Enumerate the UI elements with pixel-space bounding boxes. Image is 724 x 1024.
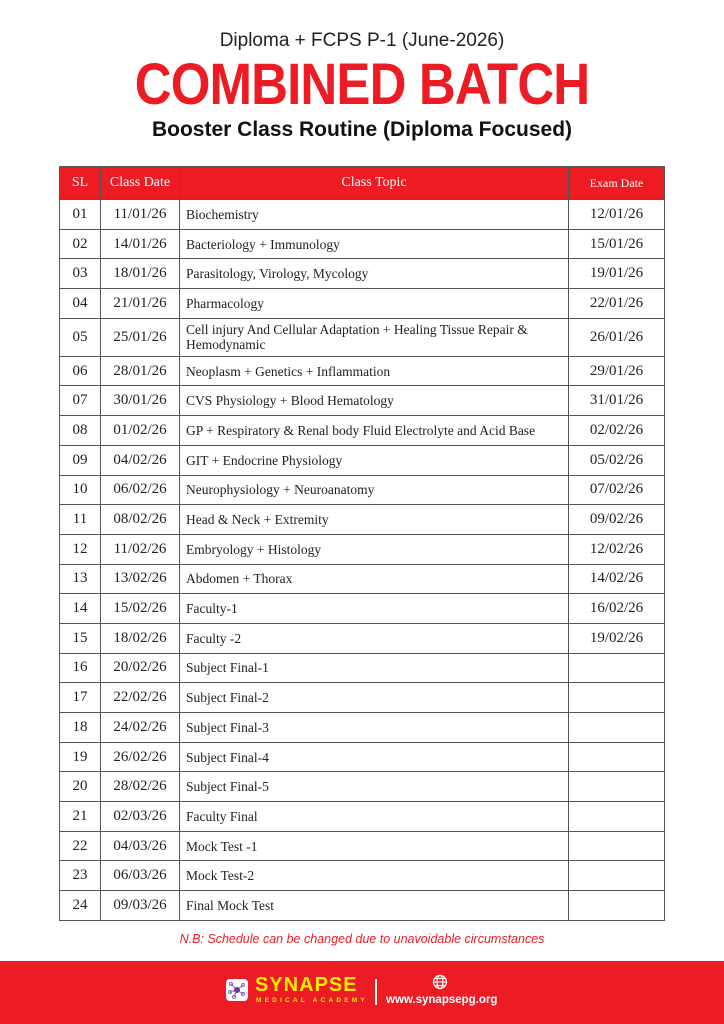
table-row xyxy=(60,475,665,505)
table-row xyxy=(60,713,665,743)
table-body xyxy=(60,200,665,921)
page-title: COMBINED BATCH xyxy=(134,52,590,117)
row-class-date: 28/01/26 xyxy=(101,356,180,386)
row-sl: 17 xyxy=(60,683,101,713)
row-exam-date: 26/01/26 xyxy=(569,318,665,356)
row-exam-date xyxy=(569,861,665,891)
row-exam-date xyxy=(569,831,665,861)
row-class-topic: Neoplasm + Genetics + Inflammation xyxy=(180,356,569,386)
row-exam-date xyxy=(569,713,665,743)
row-class-topic: Neurophysiology + Neuroanatomy xyxy=(180,475,569,505)
row-sl: 02 xyxy=(60,229,101,259)
row-sl: 06 xyxy=(60,356,101,386)
row-class-date: 06/02/26 xyxy=(101,475,180,505)
row-exam-date: 07/02/26 xyxy=(569,475,665,505)
column-header-class-topic: Class Topic xyxy=(180,167,569,200)
table-row xyxy=(60,259,665,289)
table-row xyxy=(60,445,665,475)
row-class-date: 04/03/26 xyxy=(101,831,180,861)
row-class-topic: Abdomen + Thorax xyxy=(180,564,569,594)
footer-divider xyxy=(375,979,377,1005)
row-class-topic: Pharmacology xyxy=(180,289,569,319)
row-exam-date: 16/02/26 xyxy=(569,594,665,624)
row-class-topic: Biochemistry xyxy=(180,200,569,230)
row-exam-date: 15/01/26 xyxy=(569,229,665,259)
row-class-topic: Subject Final-2 xyxy=(180,683,569,713)
website-link[interactable]: www.synapsepg.org xyxy=(386,994,498,1006)
table-row xyxy=(60,229,665,259)
row-class-topic: Mock Test -1 xyxy=(180,831,569,861)
row-class-date: 13/02/26 xyxy=(101,564,180,594)
table-row xyxy=(60,200,665,230)
row-class-date: 01/02/26 xyxy=(101,416,180,446)
row-class-date: 18/01/26 xyxy=(101,259,180,289)
table-row xyxy=(60,318,665,356)
row-exam-date: 19/01/26 xyxy=(569,259,665,289)
row-exam-date xyxy=(569,802,665,832)
row-class-date: 25/01/26 xyxy=(101,318,180,356)
column-header-class-date: Class Date xyxy=(101,167,180,200)
row-sl: 09 xyxy=(60,445,101,475)
table-header-row xyxy=(60,167,665,200)
table-row xyxy=(60,742,665,772)
row-class-date: 11/01/26 xyxy=(101,200,180,230)
row-sl: 14 xyxy=(60,594,101,624)
table-row xyxy=(60,416,665,446)
row-class-date: 06/03/26 xyxy=(101,861,180,891)
row-class-date: 22/02/26 xyxy=(101,683,180,713)
table-row xyxy=(60,831,665,861)
column-header-sl: SL xyxy=(60,167,101,200)
table-row xyxy=(60,594,665,624)
row-sl: 05 xyxy=(60,318,101,356)
row-sl: 23 xyxy=(60,861,101,891)
table-row xyxy=(60,653,665,683)
row-class-topic: Subject Final-3 xyxy=(180,713,569,743)
table-row xyxy=(60,356,665,386)
row-exam-date: 02/02/26 xyxy=(569,416,665,446)
row-exam-date xyxy=(569,742,665,772)
schedule-note: N.B: Schedule can be changed due to unavoidable circumstances xyxy=(179,932,545,946)
row-sl: 19 xyxy=(60,742,101,772)
row-class-date: 28/02/26 xyxy=(101,772,180,802)
table-row xyxy=(60,289,665,319)
globe-icon xyxy=(432,974,448,990)
table-row xyxy=(60,891,665,921)
row-class-topic: CVS Physiology + Blood Hematology xyxy=(180,386,569,416)
table-row xyxy=(60,683,665,713)
row-exam-date xyxy=(569,683,665,713)
brand-name: SYNAPSE xyxy=(255,974,358,996)
row-exam-date: 29/01/26 xyxy=(569,356,665,386)
row-exam-date: 12/02/26 xyxy=(569,534,665,564)
class-routine-table xyxy=(59,166,665,921)
row-sl: 13 xyxy=(60,564,101,594)
row-class-topic: Parasitology, Virology, Mycology xyxy=(180,259,569,289)
row-sl: 03 xyxy=(60,259,101,289)
row-class-topic: GIT + Endocrine Physiology xyxy=(180,445,569,475)
row-sl: 20 xyxy=(60,772,101,802)
table-row xyxy=(60,505,665,535)
row-sl: 11 xyxy=(60,505,101,535)
row-exam-date xyxy=(569,772,665,802)
routine-heading: Booster Class Routine (Diploma Focused) xyxy=(151,118,573,141)
row-class-date: 09/03/26 xyxy=(101,891,180,921)
row-class-topic: Faculty-1 xyxy=(180,594,569,624)
row-class-date: 26/02/26 xyxy=(101,742,180,772)
row-sl: 18 xyxy=(60,713,101,743)
row-exam-date: 12/01/26 xyxy=(569,200,665,230)
row-class-date: 08/02/26 xyxy=(101,505,180,535)
row-class-date: 20/02/26 xyxy=(101,653,180,683)
row-class-topic: Faculty Final xyxy=(180,802,569,832)
table-row xyxy=(60,623,665,653)
row-exam-date: 14/02/26 xyxy=(569,564,665,594)
row-class-topic: Subject Final-5 xyxy=(180,772,569,802)
row-class-date: 24/02/26 xyxy=(101,713,180,743)
row-sl: 16 xyxy=(60,653,101,683)
table-row xyxy=(60,534,665,564)
row-class-topic: Head & Neck + Extremity xyxy=(180,505,569,535)
row-sl: 10 xyxy=(60,475,101,505)
row-sl: 22 xyxy=(60,831,101,861)
row-class-topic: Embryology + Histology xyxy=(180,534,569,564)
row-class-topic: GP + Respiratory & Renal body Fluid Electrolyte and Acid Base xyxy=(180,416,569,446)
row-class-topic: Faculty -2 xyxy=(180,623,569,653)
footer-bar xyxy=(0,961,724,1024)
row-class-date: 11/02/26 xyxy=(101,534,180,564)
row-sl: 01 xyxy=(60,200,101,230)
table-row xyxy=(60,772,665,802)
row-exam-date: 19/02/26 xyxy=(569,623,665,653)
row-exam-date: 31/01/26 xyxy=(569,386,665,416)
column-header-exam-date: Exam Date xyxy=(569,167,665,200)
row-sl: 21 xyxy=(60,802,101,832)
row-class-date: 04/02/26 xyxy=(101,445,180,475)
row-sl: 07 xyxy=(60,386,101,416)
table-row xyxy=(60,802,665,832)
row-exam-date: 22/01/26 xyxy=(569,289,665,319)
row-sl: 08 xyxy=(60,416,101,446)
row-exam-date: 09/02/26 xyxy=(569,505,665,535)
row-class-topic: Cell injury And Cellular Adaptation + Healing Tissue Repair & Hemodynamic xyxy=(180,318,569,356)
network-molecule-icon xyxy=(226,979,248,1001)
table-row xyxy=(60,861,665,891)
row-class-topic: Subject Final-1 xyxy=(180,653,569,683)
course-subtitle: Diploma + FCPS P-1 (June-2026) xyxy=(219,30,505,51)
table-row xyxy=(60,564,665,594)
row-class-date: 30/01/26 xyxy=(101,386,180,416)
row-sl: 04 xyxy=(60,289,101,319)
brand-tagline: MEDICAL ACADEMY xyxy=(256,997,368,1004)
row-class-topic: Bacteriology + Immunology xyxy=(180,229,569,259)
row-exam-date: 05/02/26 xyxy=(569,445,665,475)
row-class-topic: Mock Test-2 xyxy=(180,861,569,891)
row-sl: 12 xyxy=(60,534,101,564)
row-class-topic: Final Mock Test xyxy=(180,891,569,921)
row-class-date: 21/01/26 xyxy=(101,289,180,319)
row-class-date: 18/02/26 xyxy=(101,623,180,653)
row-sl: 24 xyxy=(60,891,101,921)
row-class-topic: Subject Final-4 xyxy=(180,742,569,772)
row-exam-date xyxy=(569,653,665,683)
table-row xyxy=(60,386,665,416)
row-class-date: 15/02/26 xyxy=(101,594,180,624)
row-class-date: 14/01/26 xyxy=(101,229,180,259)
row-sl: 15 xyxy=(60,623,101,653)
row-class-date: 02/03/26 xyxy=(101,802,180,832)
row-exam-date xyxy=(569,891,665,921)
